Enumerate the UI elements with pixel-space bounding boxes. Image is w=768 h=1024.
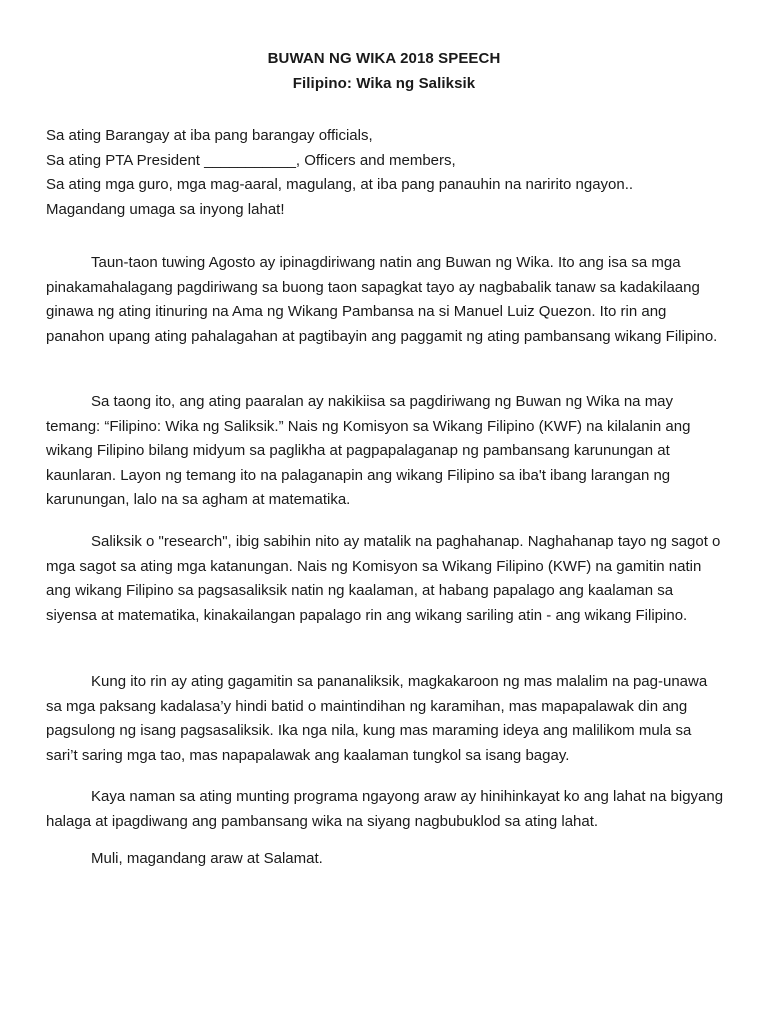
body-paragraph: Sa taong ito, ang ating paaralan ay nakikiisa sa pagdiriwang ng Buwan ng Wika na may temang: “Filipino: Wika ng Saliksik.” Nais ng Komisyon sa Wikang Filipino (KWF) na kilalanin ang wikang Filipino bilang midyum sa paglikha at pagpapalaganap ng pambansang karunungan at kaunlaran. Layon ng temang ito na palaganapin ang wikang Filipino sa iba't ibang larangan ng karunungan, lalo na sa agham at matematika.: [46, 393, 691, 509]
document-subtitle: Filipino: Wika ng Saliksik: [292, 75, 476, 92]
body-paragraph: Taun-taon tuwing Agosto ay ipinagdiriwang natin ang Buwan ng Wika. Ito ang isa sa mga pinakamahalagang pagdiriwang sa buong taon sapagkat tayo ay nagbabalik tanaw sa kadakilaang ginawa ng ating itinuring na Ama ng Wikang Pambansa na si Manuel Luiz Quezon. Ito rin ang panahon upang ating pahalagahan at pagtibayin ang paggamit ng ating pambansang wikang Filipino.: [46, 254, 718, 345]
greeting-block: [46, 124, 736, 222]
greeting-line: Magandang umaga sa inyong lahat!: [46, 200, 285, 218]
greeting-line: Sa ating Barangay at iba pang barangay officials,: [46, 127, 373, 144]
body-paragraph: Kung ito rin ay ating gagamitin sa pananaliksik, magkakaroon ng mas malalim na pag-unawa sa mga paksang kadalasa’y hindi batid o maintindihan ng karamihan, mas mapapalawak din ang pagsulong ng isang pagsasaliksik. Ika nga nila, kung mas maraming ideya ang malilikom mula sa sari’t saring mga tao, mas napapalawak ang kaalaman tungkol sa isang bagay.: [46, 673, 708, 764]
body-paragraph: Saliksik o "research", ibig sabihin nito ay matalik na paghahanap. Naghahanap tayo ng sagot o mga sagot sa ating mga katanungan. Nais ng Komisyon sa Wikang Filipino (KWF) na gamitin natin ang wikang Filipino sa pagsasaliksik natin ng kaalaman, at habang papalago ang kaalaman sa siyensa at matematika, kinakailangan papalago rin ang wikang sariling atin - ang wikang Filipino.: [46, 533, 721, 624]
greeting-line: Sa ating mga guro, mga mag-aaral, magulang, at iba pang panauhin na naririto ngayon..: [46, 176, 634, 194]
closing-paragraph: Muli, magandang araw at Salamat.: [91, 850, 323, 867]
document-title: BUWAN NG WIKA 2018 SPEECH: [267, 50, 501, 67]
body-paragraph: Kaya naman sa ating munting programa ngayong araw ay hinihinkayat ko ang lahat na bigyang halaga at ipagdiwang ang pambansang wika na siyang nagbubuklod sa ating lahat.: [46, 788, 724, 830]
greeting-line: Sa ating PTA President ___________, Officers and members,: [46, 151, 456, 169]
